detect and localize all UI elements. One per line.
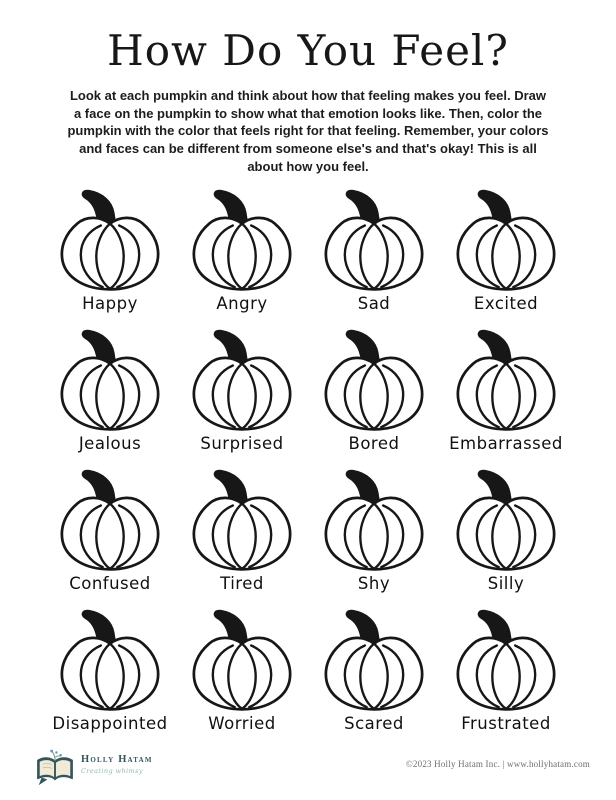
emotion-label: Confused <box>69 574 151 594</box>
pumpkin-cell <box>44 189 176 313</box>
pumpkin-cell <box>176 609 308 733</box>
emotion-label: Embarrassed <box>449 434 563 454</box>
emotion-label: Silly <box>487 574 525 594</box>
instructions-text: Look at each pumpkin and think about how that feeling makes you feel. Draw a face on the pumpkin to show what that emotion looks like. Then, color the pumpkin with the color that feels right for that feeling. Remember, your colors and faces can be different from someone else's and that's okay! This is all about how you feel. <box>67 88 549 174</box>
publisher-logo <box>34 748 153 788</box>
pumpkin-cell <box>308 609 440 733</box>
pumpkin-cell <box>440 189 572 313</box>
emotion-label: Jealous <box>78 434 142 454</box>
pumpkin-icon <box>185 329 299 433</box>
pumpkin-icon <box>53 189 167 293</box>
pumpkin-icon <box>449 609 563 713</box>
pumpkin-icon <box>185 189 299 293</box>
pumpkin-icon <box>185 609 299 713</box>
pumpkin-cell <box>440 609 572 733</box>
emotion-label: Tired <box>220 574 264 594</box>
pumpkin-cell <box>440 329 572 453</box>
pumpkin-icon <box>53 609 167 713</box>
pumpkin-cell <box>308 189 440 313</box>
pumpkin-cell <box>44 469 176 593</box>
pumpkin-icon <box>449 469 563 573</box>
emotion-label: Shy <box>357 574 391 594</box>
pumpkin-icon <box>185 469 299 573</box>
emotion-label: Happy <box>82 294 138 314</box>
pumpkin-icon <box>317 609 431 713</box>
copyright-text: ©2023 Holly Hatam Inc. | www.hollyhatam.com <box>405 759 590 769</box>
pumpkin-icon <box>317 189 431 293</box>
pumpkin-icon <box>449 329 563 433</box>
logo-tagline: Creating whimsy <box>81 766 143 775</box>
open-book-icon <box>34 748 76 788</box>
pumpkin-grid <box>44 189 572 733</box>
emotion-label: Sad <box>357 294 391 314</box>
pumpkin-cell <box>308 329 440 453</box>
pumpkin-cell <box>440 469 572 593</box>
pumpkin-icon <box>53 329 167 433</box>
pumpkin-icon <box>317 469 431 573</box>
footer <box>34 748 590 788</box>
emotion-label: Bored <box>348 434 400 454</box>
pumpkin-icon <box>449 189 563 293</box>
pumpkin-cell <box>176 329 308 453</box>
pumpkin-cell <box>44 329 176 453</box>
pumpkin-cell <box>44 609 176 733</box>
logo-text <box>81 748 153 774</box>
emotion-label: Scared <box>344 714 404 734</box>
emotion-label: Angry <box>216 294 268 314</box>
pumpkin-icon <box>317 329 431 433</box>
emotion-label: Worried <box>208 714 276 734</box>
page-title: How Do You Feel? <box>107 26 509 75</box>
emotion-label: Surprised <box>200 434 284 454</box>
emotion-label: Disappointed <box>52 714 168 734</box>
emotion-label: Excited <box>473 294 539 314</box>
logo-name: Holly Hatam <box>81 754 153 765</box>
pumpkin-cell <box>176 469 308 593</box>
pumpkin-icon <box>53 469 167 573</box>
emotion-label: Frustrated <box>461 714 551 734</box>
pumpkin-cell <box>308 469 440 593</box>
pumpkin-cell <box>176 189 308 313</box>
